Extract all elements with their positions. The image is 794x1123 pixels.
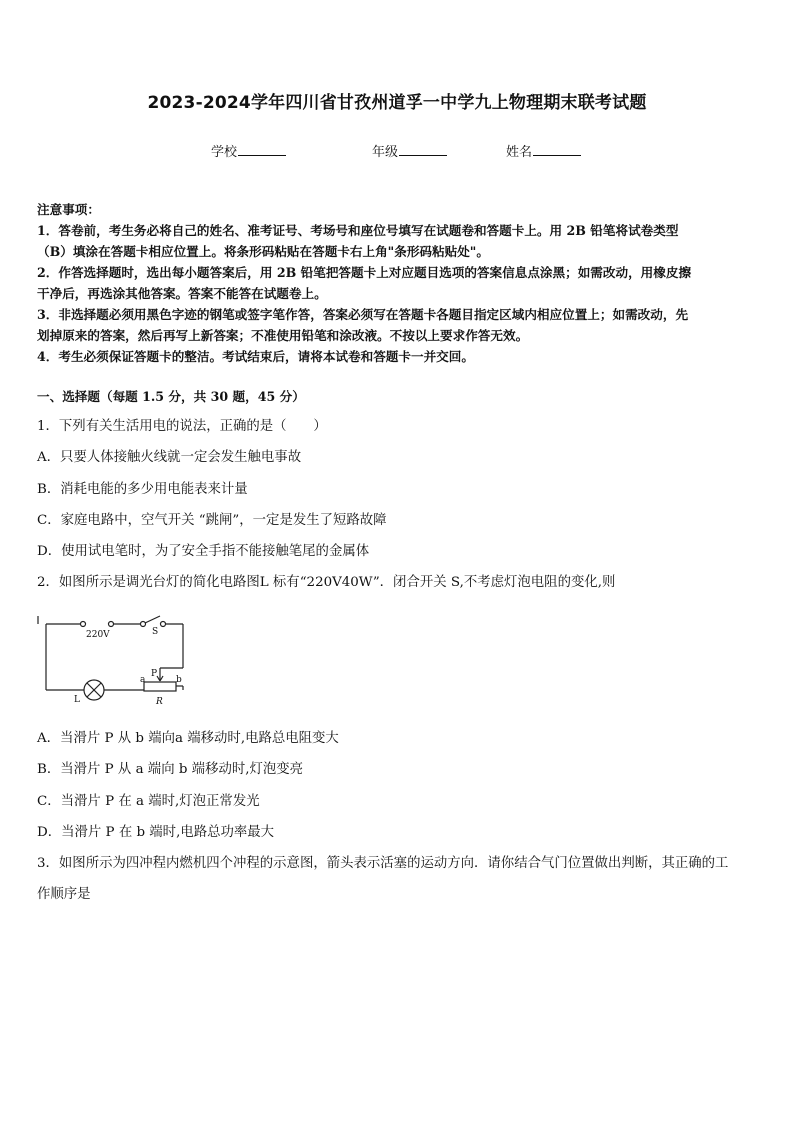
school-blank[interactable] (238, 143, 286, 156)
switch-terminal (141, 622, 146, 627)
resistor-label: R (156, 697, 163, 707)
q3-stem-line2: 作顺序是 (37, 887, 91, 902)
q2-option-d: D．当滑片 P 在 b 端时,电路总功率最大 (37, 825, 275, 840)
notes-line: 干净后，再选涂其他答案。答案不能答在试题卷上。 (37, 286, 327, 301)
lamp-label: L (74, 695, 80, 705)
school-label: 学校 (211, 145, 238, 160)
q1-option-d: D．使用试电笔时，为了安全手指不能接触笔尾的金属体 (37, 544, 370, 559)
section-heading: 一、选择题（每题 1.5 分，共 30 题，45 分） (37, 389, 305, 404)
notes-line: 2．作答选择题时，选出每小题答案后，用 2B 铅笔把答题卡上对应题目选项的答案信息点涂黑；如需改动，用橡皮擦 (37, 265, 692, 280)
notes-line: 1．答卷前，考生务必将自己的姓名、准考证号、考场号和座位号填写在试题卷和答题卡上。用 2B 铅笔将试卷类型 (37, 223, 679, 238)
school-field[interactable] (211, 141, 286, 160)
notes-line: 4．考生必须保证答题卡的整洁。考试结束后，请将本试卷和答题卡一并交回。 (37, 349, 474, 364)
voltage-label: 220V (86, 630, 110, 640)
q2-stem: 2．如图所示是调光台灯的简化电路图L 标有“220V40W”．闭合开关 S,不考虑灯泡电阻的变化,则 (37, 575, 616, 590)
switch-terminal (161, 622, 166, 627)
q2-option-b: B．当滑片 P 从 a 端向 b 端移动时,灯泡变亮 (37, 762, 304, 777)
notes-line: （B）填涂在答题卡相应位置上。将条形码粘贴在答题卡右上角"条形码粘贴处"。 (37, 244, 489, 259)
terminal (109, 622, 114, 627)
name-label: 姓名 (506, 145, 533, 160)
name-field[interactable] (506, 141, 581, 160)
page-title: 2023-2024学年四川省甘孜州道孚一中学九上物理期末联考试题 (147, 93, 647, 113)
notes-line: 3．非选择题必须用黑色字迹的钢笔或签字笔作答，答案必须写在答题卡各题目指定区域内相应位置上；如需改动，先 (37, 307, 689, 322)
grade-label: 年级 (372, 145, 399, 160)
rheostat-box (144, 682, 176, 691)
switch-label: S (152, 627, 159, 637)
q1-option-c: C．家庭电路中，空气开关 “跳闸”，一定是发生了短路故障 (37, 513, 387, 528)
end-a-label: a (140, 675, 146, 685)
name-blank[interactable] (533, 143, 581, 156)
notes-block (37, 199, 691, 367)
end-b-label: b (176, 675, 182, 685)
circuit-diagram (36, 612, 196, 712)
grade-blank[interactable] (399, 143, 447, 156)
q1-option-b: B．消耗电能的多少用电能表来计量 (37, 482, 248, 497)
terminal (81, 622, 86, 627)
slider-label: P (151, 669, 158, 679)
switch-lever (145, 616, 160, 623)
q2-option-c: C．当滑片 P 在 a 端时,灯泡正常发光 (37, 794, 260, 809)
q3-stem-line1: 3．如图所示为四冲程内燃机四个冲程的示意图，箭头表示活塞的运动方向．请你结合气门位置做出判断，其正确的工 (37, 856, 729, 871)
q1-stem: 1．下列有关生活用电的说法，正确的是（ ） (37, 419, 327, 434)
grade-field[interactable] (372, 141, 447, 160)
notes-heading: 注意事项： (37, 202, 100, 217)
q1-option-a: A．只要人体接触火线就一定会发生触电事故 (37, 450, 302, 465)
notes-line: 划掉原来的答案，然后再写上新答案；不准使用铅笔和涂改液。不按以上要求作答无效。 (37, 328, 529, 343)
q2-option-a: A．当滑片 P 从 b 端向a 端移动时,电路总电阻变大 (37, 731, 339, 746)
